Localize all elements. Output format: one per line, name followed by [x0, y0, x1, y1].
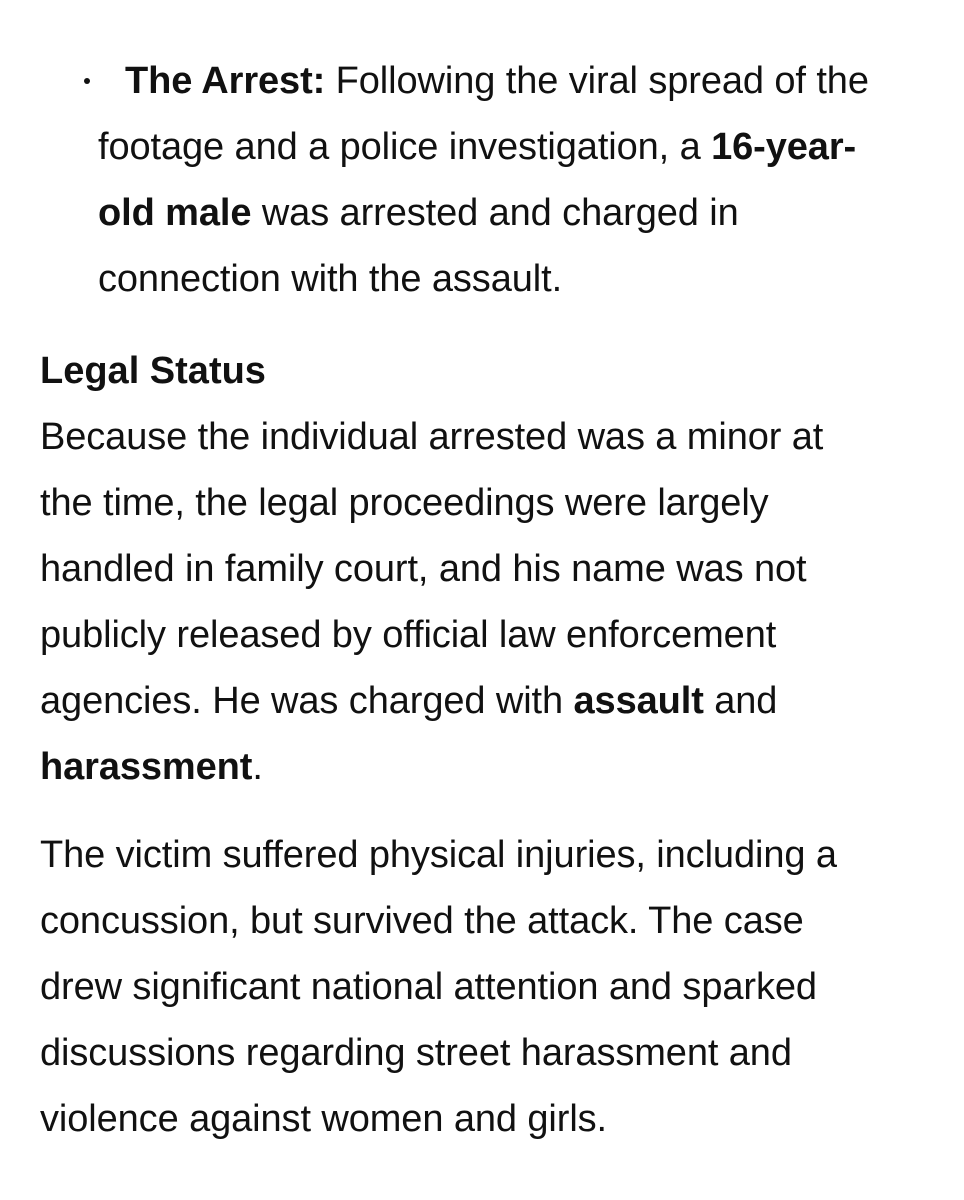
p2-line-1: The victim suffered physical injuries, including a: [40, 834, 837, 876]
bullet-line-2-text: footage and a police investigation, a: [98, 126, 712, 168]
partial-top-line: [40, 0, 940, 30]
article-content: [40, 0, 940, 1152]
bullet-line-1: [98, 48, 940, 114]
p1-line-4: publicly released by official law enforcement: [40, 614, 777, 656]
p1-line-6: [40, 734, 940, 800]
p1-line-3: handled in family court, and his name was not: [40, 548, 807, 590]
bullet-line-3-text: was arrested and charged in: [251, 192, 739, 234]
bullet-label: The Arrest:: [125, 60, 326, 102]
p1-line-2: the time, the legal proceedings were largely: [40, 482, 769, 524]
bullet-line-2: [98, 114, 940, 180]
p2-line-3: drew significant national attention and sparked: [40, 966, 817, 1008]
bullet-line-3-bold: old male: [98, 192, 252, 234]
p1-line-5-bold: assault: [573, 680, 704, 722]
bullet-item-arrest: [40, 48, 940, 312]
p1-line-1: Because the individual arrested was a minor at: [40, 416, 824, 458]
p1-line-5-end: and: [703, 680, 778, 722]
p1-line-6-end: .: [252, 746, 263, 788]
p2-line-2: concussion, but survived the attack. The case: [40, 900, 804, 942]
legal-status-paragraph-2: [40, 822, 940, 1152]
p1-line-5: [40, 668, 940, 734]
section-heading-legal-status: Legal Status: [40, 350, 266, 392]
bullet-line-4: [98, 246, 940, 312]
legal-status-paragraph-1: [40, 404, 940, 800]
p2-line-4: discussions regarding street harassment and: [40, 1032, 792, 1074]
bullet-line-1-text: Following the viral spread of the: [325, 60, 869, 102]
p1-line-5-text: agencies. He was charged with: [40, 680, 574, 722]
bullet-line-4-text: connection with the assault.: [98, 258, 563, 300]
p1-line-6-bold: harassment: [40, 746, 253, 788]
bullet-line-3: [98, 180, 940, 246]
bullet-dot-icon: [84, 78, 90, 84]
bullet-line-2-bold: 16-year-: [711, 126, 857, 168]
p2-line-5: violence against women and girls.: [40, 1098, 608, 1140]
